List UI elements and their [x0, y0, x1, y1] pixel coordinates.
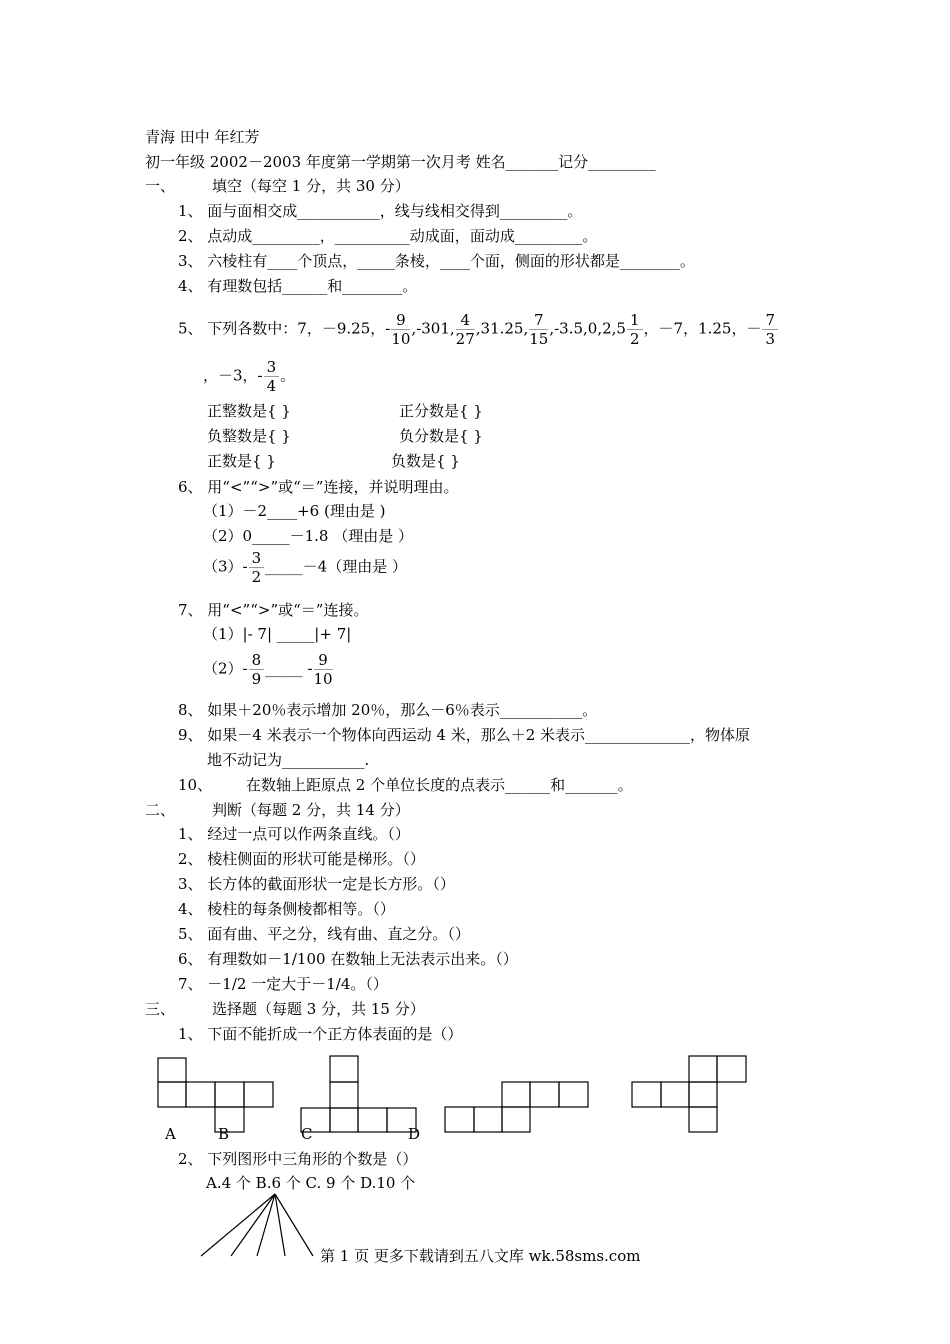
fraction-4-27 — [456, 311, 475, 348]
triangle-rays-figure — [195, 1190, 325, 1260]
section2-number: 二、 — [145, 801, 176, 819]
question-1-7: 7、 用“<”“>”或“＝”连接。 — [178, 601, 369, 619]
judgement-4: 4、 棱柱的每条侧棱都相等。（） — [178, 900, 395, 918]
question-1-5-line2 — [203, 358, 295, 395]
fraction-9-10b — [314, 651, 333, 688]
negative-numbers-set: 负数是{ } — [391, 452, 460, 470]
question-1-2: 2、 点动成_________，__________动成面，面动成_________。 — [178, 227, 598, 245]
option-label-b: B — [218, 1125, 230, 1143]
denominator: 4 — [266, 377, 277, 395]
question-1-3: 3、 六棱柱有____个顶点，_____条棱，____个面，侧面的形状都是________。 — [178, 252, 695, 270]
q5-part-b: ,-301, — [411, 319, 455, 338]
question-1-4: 4、 有理数包括______和________。 — [178, 277, 418, 295]
choice-2-options: A.4 个 B.6 个 C. 9 个 D.10 个 — [206, 1174, 416, 1192]
fraction-8-9 — [249, 651, 265, 688]
judgement-1: 1、 经过一点可以作两条直线。（） — [178, 825, 410, 843]
cube-net-third — [445, 1082, 588, 1132]
numerator: 7 — [762, 311, 778, 330]
fraction-7-15 — [529, 311, 548, 348]
section3-heading: 选择题（每题 3 分，共 15 分） — [212, 1000, 425, 1018]
q5-line2-a: ，－3，- — [203, 366, 263, 385]
question-1-10: 在数轴上距原点 2 个单位长度的点表示______和_______。 — [246, 776, 633, 794]
positive-fractions-set: 正分数是{ } — [399, 402, 483, 420]
fraction-9-10 — [391, 311, 410, 348]
q5-part-a: 5、 下列各数中：7，－9.25，- — [178, 319, 391, 338]
question-1-10-number: 10、 — [178, 776, 213, 794]
choice-2: 2、 下列图形中三角形的个数是（） — [178, 1150, 418, 1168]
section1-number: 一、 — [145, 177, 176, 195]
judgement-6: 6、 有理数如－1/100 在数轴上无法表示出来。（） — [178, 950, 518, 968]
numerator: 7 — [529, 311, 548, 330]
q6-3-a: （3）- — [203, 557, 248, 576]
question-1-7-2 — [203, 651, 334, 688]
denominator: 3 — [765, 330, 776, 348]
judgement-3: 3、 长方体的截面形状一定是长方形。（） — [178, 875, 455, 893]
question-1-6-3 — [203, 549, 407, 586]
page-footer: 第 1 页 更多下载请到五八文库 wk.58sms.com — [320, 1247, 641, 1265]
question-1-6-2: （2）0_____－1.8 （理由是 ） — [203, 527, 413, 545]
fraction-7-3 — [762, 311, 778, 348]
q5-line2-b: 。 — [280, 366, 296, 385]
option-label-d: D — [408, 1125, 421, 1143]
section3-number: 三、 — [145, 1000, 176, 1018]
numerator: 8 — [249, 651, 265, 670]
question-1-9-line2: 地不动记为___________. — [207, 751, 370, 769]
q5-part-c: ,31.25, — [475, 319, 529, 338]
author-line: 青海 田中 年红芳 — [145, 128, 260, 146]
positive-numbers-set: 正数是{ } — [207, 452, 276, 470]
judgement-7: 7、 －1/2 一定大于－1/4。（） — [178, 975, 388, 993]
choice-1: 1、 下面不能折成一个正方体表面的是（） — [178, 1025, 463, 1043]
negative-fractions-set: 负分数是{ } — [399, 427, 483, 445]
option-label-a: A — [165, 1125, 176, 1143]
section1-heading: 填空（每空 1 分，共 30 分） — [212, 177, 410, 195]
numerator: 9 — [314, 651, 333, 670]
numerator: 9 — [391, 311, 410, 330]
denominator: 2 — [251, 568, 262, 586]
numerator: 1 — [627, 311, 643, 330]
fraction-3-2 — [249, 549, 265, 586]
question-1-6: 6、 用“<”“>”或“＝”连接，并说明理由。 — [178, 478, 459, 496]
numerator: 3 — [249, 549, 265, 568]
denominator: 15 — [529, 330, 549, 348]
q6-3-b: _____－4（理由是 ） — [265, 557, 407, 576]
judgement-2: 2、 棱柱侧面的形状可能是梯形。（） — [178, 850, 425, 868]
fraction-1-2 — [627, 311, 643, 348]
denominator: 27 — [455, 330, 475, 348]
q5-part-d: ,-3.5,0,2,5 — [549, 319, 626, 338]
question-1-9: 9、 如果－4 米表示一个物体向西运动 4 米，那么＋2 米表示______________，物体原 — [178, 726, 751, 744]
cube-nets-figure — [150, 1050, 760, 1140]
q5-part-e: ，－7，1.25，－ — [643, 319, 762, 338]
denominator: 2 — [629, 330, 640, 348]
question-1-8: 8、 如果＋20％表示增加 20％，那么－6％表示___________。 — [178, 701, 598, 719]
q7-2-a: （2）- — [203, 659, 248, 678]
question-1-6-1: （1）－2____+6 (理由是 ) — [203, 502, 386, 520]
question-1-7-1: （1）|- 7| _____|+ 7| — [203, 625, 352, 643]
option-label-c: C — [301, 1125, 313, 1143]
cube-net-c — [301, 1056, 416, 1132]
denominator: 10 — [313, 670, 333, 688]
question-1-1: 1、 面与面相交成___________，线与线相交得到_________。 — [178, 202, 583, 220]
denominator: 9 — [251, 670, 262, 688]
section2-heading: 判断（每题 2 分，共 14 分） — [212, 801, 410, 819]
cube-net-a — [158, 1058, 273, 1132]
q7-2-b: _____ - — [265, 659, 313, 678]
exam-title: 初一年级 2002－2003 年度第一学期第一次月考 姓名_______记分_________ — [145, 153, 656, 171]
denominator: 10 — [391, 330, 411, 348]
question-1-5 — [178, 311, 779, 348]
numerator: 3 — [264, 358, 280, 377]
cube-net-d — [632, 1056, 746, 1132]
numerator: 4 — [456, 311, 475, 330]
fraction-3-4 — [264, 358, 280, 395]
judgement-5: 5、 面有曲、平之分，线有曲、直之分。（） — [178, 925, 470, 943]
negative-integers-set: 负整数是{ } — [207, 427, 291, 445]
positive-integers-set: 正整数是{ } — [207, 402, 291, 420]
